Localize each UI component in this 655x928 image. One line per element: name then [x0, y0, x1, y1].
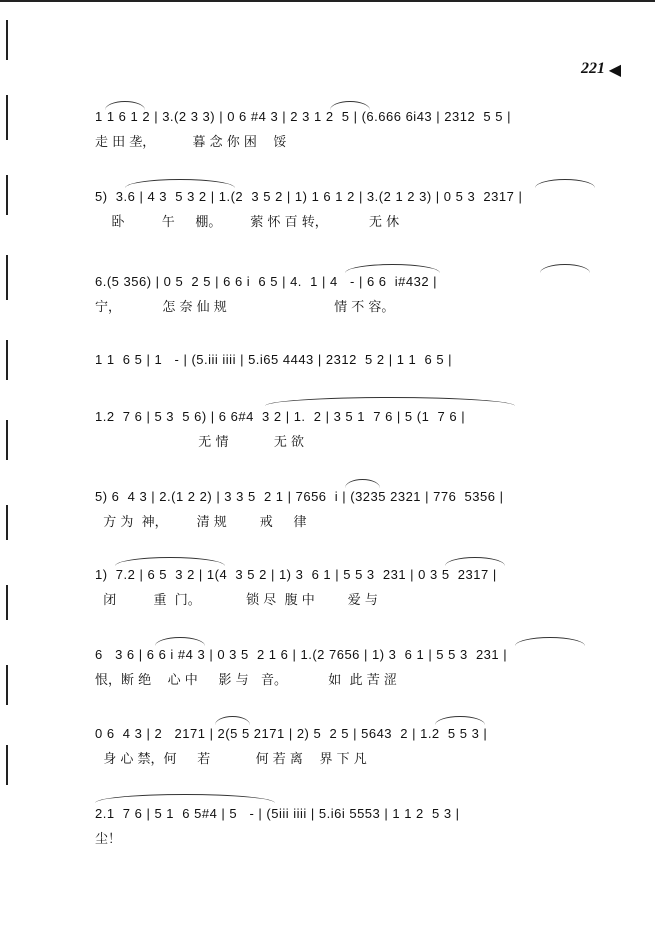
slur — [265, 397, 515, 406]
lyrics-line: 恨，断 绝 心 中 影 与 音。 如 此 苦 涩 — [95, 673, 397, 688]
notation-line: 1 1 6 5 | 1 - | (5.iii iiii | 5.i65 4443 | 2312 5 2 | 1 1 6 5 | — [95, 352, 453, 367]
notation-line: 6 3 6 | 6 6 i #4 3 | 0 3 5 2 1 6 | 1.(2 7656 | 1) 3 6 1 | 5 5 3 231 | — [95, 647, 508, 662]
lyrics-line: 方 为 神， 清 规 戒 律 — [95, 515, 307, 530]
slur — [540, 264, 590, 273]
slur — [515, 637, 585, 646]
score-system — [95, 95, 615, 165]
slur — [445, 557, 505, 566]
page-ornament-icon: ◀ — [608, 62, 621, 79]
slur — [535, 179, 595, 188]
score-system — [95, 395, 615, 465]
lyrics-line: 尘！ — [95, 832, 122, 847]
slur — [215, 716, 250, 725]
notation-line: 5) 6 4 3 | 2.(1 2 2) | 3 3 5 2 1 | 7656 i | (3235 2321 | 776 5356 | — [95, 489, 504, 504]
lyrics-line: 闭 重 门。 锁 尽 腹 中 爱 与 — [95, 593, 378, 608]
score-system — [95, 712, 615, 782]
lyrics-line: 身 心 禁，何 若 何 若 离 界 下 凡 — [95, 752, 367, 767]
notation-line: 0 6 4 3 | 2 2171 | 2(5 5 2171 | 2) 5 2 5 | 5643 2 | 1.2 5 5 3 | — [95, 726, 488, 741]
lyrics-line — [95, 374, 615, 394]
slur — [435, 716, 485, 725]
notation-line: 1.2 7 6 | 5 3 5 6) | 6 6#4 3 2 | 1. 2 | 3 5 1 7 6 | 5 (1 7 6 | — [95, 409, 466, 424]
notation-line: 6.(5 356) | 0 5 2 5 | 6 6 i 6 5 | 4. 1 | 4 - | 6 6 i#432 | — [95, 274, 438, 289]
score-system — [95, 260, 615, 330]
page-number: 221 — [581, 60, 605, 77]
score-system — [95, 553, 615, 623]
notation-line: 2.1 7 6 | 5 1 6 5#4 | 5 - | (5iii iiii | 5.i6i 5553 | 1 1 2 5 3 | — [95, 806, 460, 821]
slur — [345, 479, 380, 488]
slur — [345, 264, 440, 273]
lyrics-line: 走 田 垄， 暮 念 你 困 馁 — [95, 135, 287, 150]
slur — [125, 179, 235, 188]
slur — [95, 794, 275, 803]
slur — [115, 557, 225, 566]
lyrics-line: 卧 午 棚。 萦 怀 百 转， 无 休 — [95, 215, 400, 230]
score-system — [95, 475, 615, 545]
slur — [155, 637, 205, 646]
notation-line: 5) 3.6 | 4 3 5 3 2 | 1.(2 3 5 2 | 1) 1 6 1 2 | 3.(2 1 2 3) | 0 5 3 2317 | — [95, 189, 523, 204]
notation-line: 1 1 6 1 2 | 3.(2 3 3) | 0 6 #4 3 | 2 3 1 2 5 | (6.666 6i43 | 2312 5 5 | — [95, 109, 511, 124]
score-system — [95, 633, 615, 703]
score-system — [95, 792, 615, 862]
lyrics-line: 无 情 无 欲 — [95, 435, 305, 450]
notation-line: 1) 7.2 | 6 5 3 2 | 1(4 3 5 2 | 1) 3 6 1 | 5 5 3 231 | 0 3 5 2317 | — [95, 567, 497, 582]
score-system — [95, 175, 615, 245]
lyrics-line: 宁， 怎 奈 仙 规 情 不 容。 — [95, 300, 395, 315]
